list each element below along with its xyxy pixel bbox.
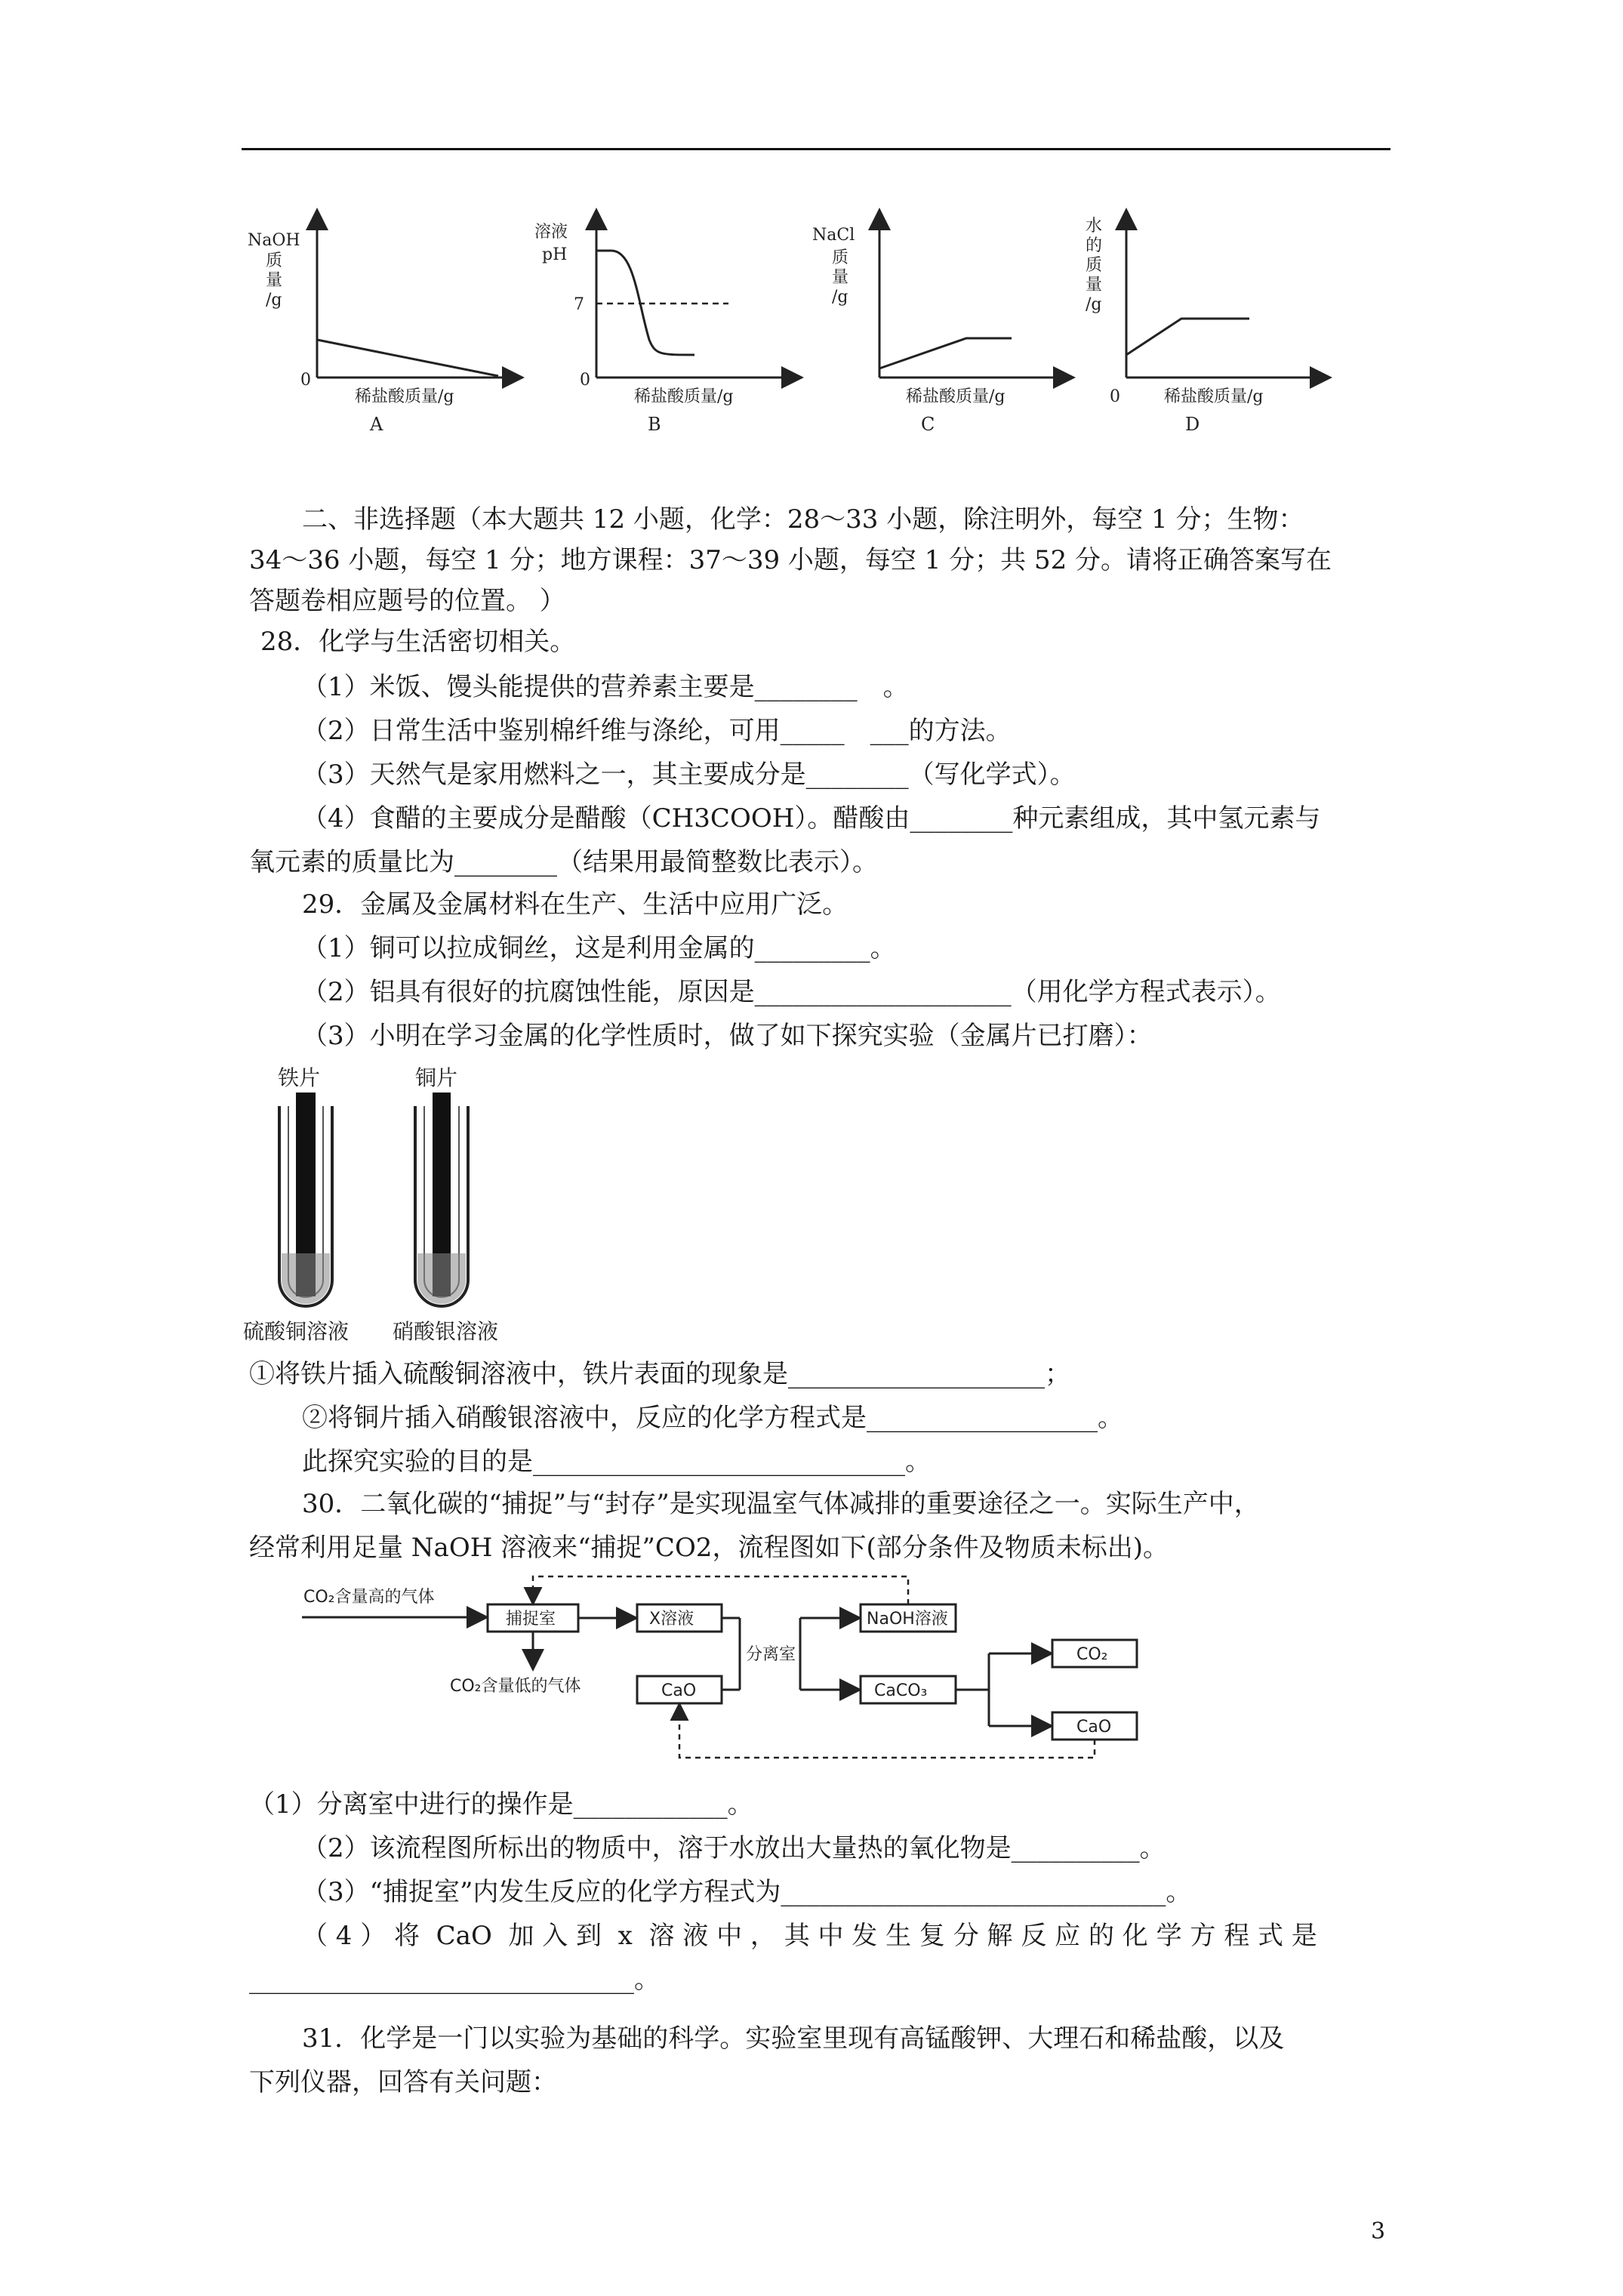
q31-line1: 31．化学是一门以实验为基础的科学。实验室里现有高锰酸钾、大理石和稀盐酸，以及 [302, 2023, 1285, 2054]
page-number: 3 [1371, 2218, 1386, 2245]
header-rule [242, 148, 1390, 150]
graph-d-ylabel-4: /g [1086, 295, 1102, 314]
cao-right-label: CaO [1076, 1718, 1112, 1737]
graph-c-curve [879, 338, 1012, 368]
q28-sub4-line2: 氧元素的质量比为________（结果用最简整数比表示）。 [249, 847, 878, 877]
graph-d-letter: D [1185, 414, 1200, 435]
graph-a-ylabel-1: 质 [266, 251, 283, 270]
cao-recycle-line [679, 1706, 1095, 1758]
tube-copper [415, 1093, 468, 1306]
section2-line1: 二、非选择题（本大题共 12 小题，化学：28～33 小题，除注明外，每空 1 分；生物： [302, 504, 1304, 535]
q29-circle2: ②将铜片插入硝酸银溶液中，反应的化学方程式是__________________。 [302, 1403, 1123, 1433]
tube2-top-label: 铜片 [415, 1065, 458, 1090]
graph-d-ylabel-3: 量 [1086, 276, 1103, 294]
q28-title: 28．化学与生活密切相关。 [260, 627, 576, 657]
q30-sub1: （1）分离室中进行的操作是____________。 [249, 1789, 753, 1820]
graph-a-letter: A [370, 414, 383, 435]
q28-sub2: （2）日常生活中鉴别棉纤维与涤纶，可用_____ ___的方法。 [302, 716, 1012, 746]
q29-purpose: 此探究实验的目的是_____________________________。 [302, 1447, 931, 1477]
tube2-bottom-label: 硝酸银溶液 [393, 1319, 499, 1344]
graph-a-xlabel: 稀盐酸质量/g [355, 387, 454, 406]
tube1-top-label: 铁片 [278, 1065, 321, 1090]
graph-c-ylabel-0: NaCl [812, 226, 855, 245]
graph-b [534, 219, 793, 435]
q29-circle1: ①将铁片插入硫酸铜溶液中，铁片表面的现象是____________________； [249, 1359, 1070, 1389]
graph-d-origin: 0 [1110, 387, 1120, 406]
tube-iron [279, 1093, 332, 1306]
graph-a-ylabel-0: NaOH [248, 231, 300, 250]
cao-left-label: CaO [661, 1681, 697, 1700]
q28-sub4-line1: （4）食醋的主要成分是醋酸（CH3COOH）。醋酸由________种元素组成，其中氢元素与 [302, 803, 1321, 834]
q29-sub3: （3）小明在学习金属的化学性质时，做了如下探究实验（金属片已打磨）： [302, 1021, 1153, 1051]
tube1-bottom-label: 硫酸铜溶液 [243, 1319, 350, 1344]
graph-d-ylabel-2: 质 [1086, 256, 1103, 275]
naoh-recycle-line [533, 1576, 908, 1604]
x-solution-label: X溶液 [649, 1610, 694, 1629]
capture-room-label: 捕捉室 [506, 1610, 556, 1629]
graph-b-xlabel: 稀盐酸质量/g [634, 387, 734, 406]
input-gas-label: CO₂含量高的气体 [303, 1588, 435, 1607]
q30-line1: 30．二氧化碳的“捕捉”与“封存”是实现温室气体减排的重要途径之一。实际生产中， [302, 1489, 1260, 1519]
co2-capture-flowchart [287, 1563, 1147, 1767]
q28-sub3: （3）天然气是家用燃料之一，其主要成分是________（写化学式）。 [302, 760, 1076, 790]
q31-line2: 下列仪器，回答有关问题： [249, 2067, 557, 2097]
graph-a-origin: 0 [300, 371, 311, 390]
graph-b-ph-tick: 7 [574, 295, 584, 314]
graph-c-letter: C [921, 414, 935, 435]
graph-c [812, 219, 1064, 435]
co2-label: CO₂ [1076, 1645, 1108, 1664]
q30-sub2: （2）该流程图所标出的物质中，溶于水放出大量热的氧化物是__________。 [302, 1833, 1166, 1863]
graph-c-ylabel-3: /g [832, 288, 848, 307]
section2-line3: 答题卷相应题号的位置。 ） [249, 586, 565, 616]
graph-a [248, 219, 513, 435]
q30-sub4-line1: （ 4 ） 将 CaO 加 入 到 x 溶 液 中 ， 其 中 发 生 复 分 解 反 应 的 化 学 方 程 式 是 [302, 1921, 1317, 1951]
graph-a-ylabel-2: 量 [266, 271, 283, 290]
q28-sub1: （1）米饭、馒头能提供的营养素主要是________ 。 [302, 672, 909, 702]
graph-a-ylabel-3: /g [266, 291, 282, 310]
graph-c-ylabel-1: 质 [832, 248, 849, 267]
q30-sub4-line2: ______________________________。 [249, 1965, 660, 1995]
output-gas-label: CO₂含量低的气体 [450, 1677, 581, 1696]
caco3-label: CaCO₃ [874, 1681, 928, 1700]
graph-d-xlabel: 稀盐酸质量/g [1164, 387, 1264, 406]
q30-sub3: （3）“捕捉室”内发生反应的化学方程式为______________________________。 [302, 1877, 1192, 1907]
graph-d-ylabel-0: 水 [1086, 217, 1103, 236]
graph-c-ylabel-2: 量 [832, 268, 849, 287]
graph-b-ylabel-0: 溶液 [534, 223, 568, 242]
graph-b-ylabel-1: pH [542, 245, 568, 264]
q29-sub2: （2）铝具有很好的抗腐蚀性能，原因是____________________（用化学方程式表示）。 [302, 977, 1281, 1007]
graph-a-curve [317, 340, 498, 376]
section2-line2: 34～36 小题，每空 1 分；地方课程：37～39 小题，每空 1 分；共 52 分。请将正确答案写在 [249, 545, 1332, 575]
graph-d-ylabel-1: 的 [1086, 236, 1103, 255]
q30-line2: 经常利用足量 NaOH 溶液来“捕捉”CO2，流程图如下(部分条件及物质未标出)。 [249, 1533, 1169, 1563]
naoh-label: NaOH溶液 [867, 1610, 948, 1629]
graph-d [1086, 217, 1321, 435]
q29-title: 29．金属及金属材料在生产、生活中应用广泛。 [302, 889, 848, 920]
graph-c-xlabel: 稀盐酸质量/g [906, 387, 1006, 406]
test-tube-figure [242, 1061, 544, 1348]
graph-b-origin: 0 [580, 371, 590, 390]
graph-d-curve [1126, 319, 1249, 355]
q29-sub1: （1）铜可以拉成铜丝，这是利用金属的_________。 [302, 933, 896, 963]
separator-label: 分离室 [746, 1645, 796, 1664]
graph-b-letter: B [648, 414, 661, 435]
option-graphs [242, 204, 1389, 453]
